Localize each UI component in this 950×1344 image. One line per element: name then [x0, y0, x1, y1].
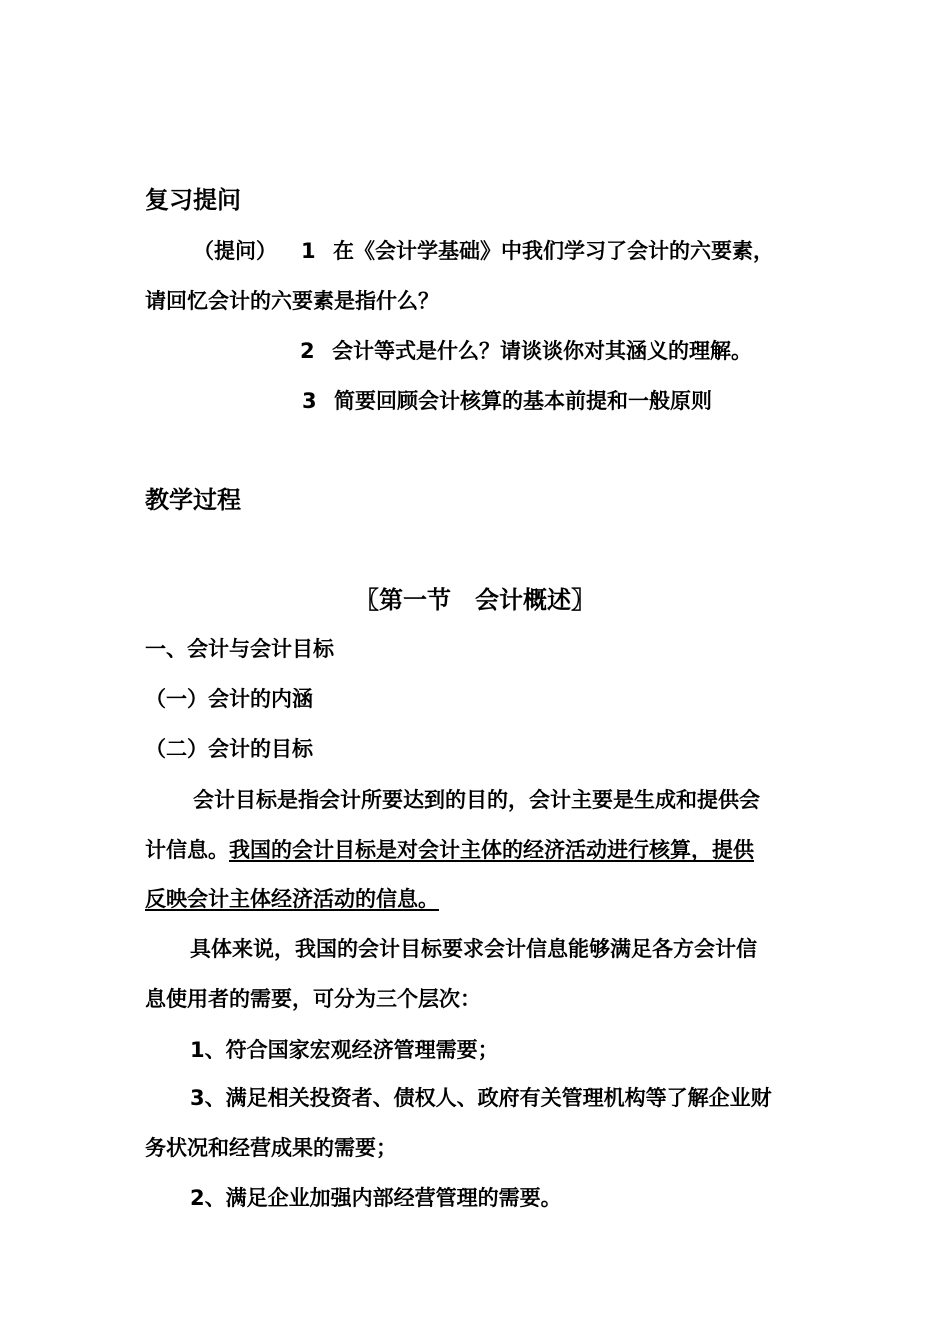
paragraph-1-line-2 — [145, 836, 754, 864]
question-1-line-2: 请回忆会计的六要素是指什么？ — [145, 289, 439, 313]
item-1-heading: 一、会计与会计目标 — [145, 637, 334, 661]
paragraph-1-line-3: 反映会计主体经济活动的信息。 — [145, 887, 439, 911]
paragraph-1-line-1: 会计目标是指会计所要达到的目的，会计主要是生成和提供会 — [193, 788, 760, 812]
list-item-1: 1、符合国家宏观经济管理需要； — [190, 1038, 499, 1062]
question-label: （提问） — [193, 239, 277, 263]
question-2-text: 会计等式是什么？请谈谈你对其涵义的理解。 — [332, 339, 752, 363]
list-item-3-line-2: 务状况和经营成果的需要； — [145, 1136, 397, 1160]
question-3-number: 3 — [302, 389, 317, 413]
section-title: 〖第一节 会计概述〗 — [355, 586, 595, 614]
paragraph-1-line-2-underlined: 我国的会计目标是对会计主体的经济活动进行核算，提供 — [229, 838, 754, 862]
paragraph-2-line-2: 息使用者的需要，可分为三个层次： — [145, 987, 481, 1011]
list-item-2: 2、满足企业加强内部经营管理的需要。 — [190, 1186, 562, 1210]
question-2-number: 2 — [300, 339, 315, 363]
paragraph-1-line-2-plain: 计信息。 — [145, 838, 229, 862]
list-item-3-line-1: 3、满足相关投资者、债权人、政府有关管理机构等了解企业财 — [190, 1086, 772, 1110]
paragraph-2-line-1: 具体来说，我国的会计目标要求会计信息能够满足各方会计信 — [190, 937, 757, 961]
subheading-2: （二）会计的目标 — [145, 737, 313, 761]
review-heading: 复习提问 — [145, 186, 241, 214]
question-1-line-1: 在《会计学基础》中我们学习了会计的六要素， — [333, 239, 774, 263]
process-heading: 教学过程 — [145, 486, 241, 514]
subheading-1: （一）会计的内涵 — [145, 687, 313, 711]
question-3-text: 简要回顾会计核算的基本前提和一般原则 — [334, 389, 712, 413]
question-1-number: 1 — [301, 239, 316, 263]
